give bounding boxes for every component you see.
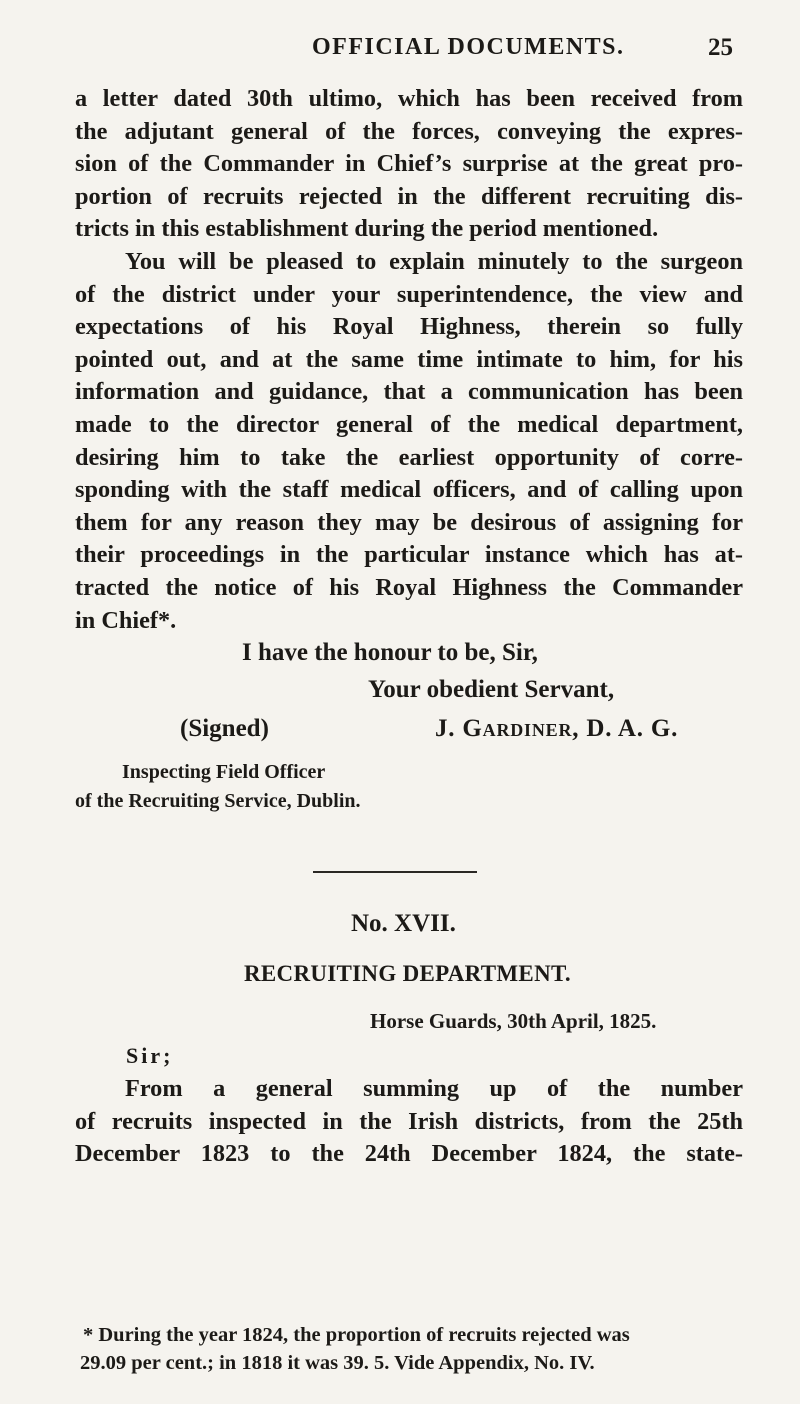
text-line: You will be pleased to explain minutely to the surgeon [125,247,743,275]
text-line: them for any reason they may be desirous of assigning for [75,508,743,536]
place-date: Horse Guards, 30th April, 1825. [370,1009,657,1033]
text-line: sponding with the staff medical officers, and of calling upon [75,476,743,504]
text-line: a letter dated 30th ultimo, which has been received from [75,85,743,112]
text-line: information and guidance, that a communication has been [75,378,743,406]
text-line: pointed out, and at the same time intimate to him, for his [75,345,743,373]
document-number: No. XVII. [351,910,456,937]
page-number: 25 [708,34,733,61]
footnote-line: * During the year 1824, the proportion of recruits rejected was [83,1324,630,1346]
text-line: the adjutant general of the forces, conveying the expres- [75,117,743,145]
text-line: sion of the Commander in Chief’s surprise at the great pro- [75,150,743,178]
letter-body [75,83,743,637]
text-line: portion of recruits rejected in the different recruiting dis- [75,182,743,210]
salutation: Sir; [126,1043,174,1068]
text-line: their proceedings in the particular instance which has at- [75,541,743,569]
text-line: tricts in this establishment during the period mentioned. [75,215,659,243]
text-line: of recruits inspected in the Irish districts, from the 25th [75,1107,743,1135]
text-line: expectations of his Royal Highness, therein so fully [75,313,743,341]
running-head: OFFICIAL DOCUMENTS. [312,34,625,60]
document-body [75,1073,743,1171]
closing-line: Your obedient Servant, [368,676,615,703]
page-header [0,34,800,68]
text-line: of the district under your superintendence, the view and [75,280,743,308]
text-line: From a general summing up of the number [125,1075,743,1102]
text-line: December 1823 to the 24th December 1824, the state- [75,1140,743,1168]
footnote-line: 29.09 per cent.; in 1818 it was 39. 5. Vide Appendix, No. IV. [80,1352,595,1374]
section-divider [313,871,477,873]
signatory: J. Gardiner, D. A. G. [435,715,679,742]
text-line: in Chief*. [75,606,177,634]
department-heading: RECRUITING DEPARTMENT. [244,961,571,986]
signatory-title: Inspecting Field Officer [122,761,326,783]
text-line: made to the director general of the medical department, [75,410,743,438]
signed-label: (Signed) [180,715,269,742]
closing-line: I have the honour to be, Sir, [242,639,538,666]
footnote [80,1321,744,1377]
signatory-title: of the Recruiting Service, Dublin. [75,790,361,812]
text-line: desiring him to take the earliest opportunity of corre- [75,443,743,471]
text-line: tracted the notice of his Royal Highness the Commander [75,573,743,601]
